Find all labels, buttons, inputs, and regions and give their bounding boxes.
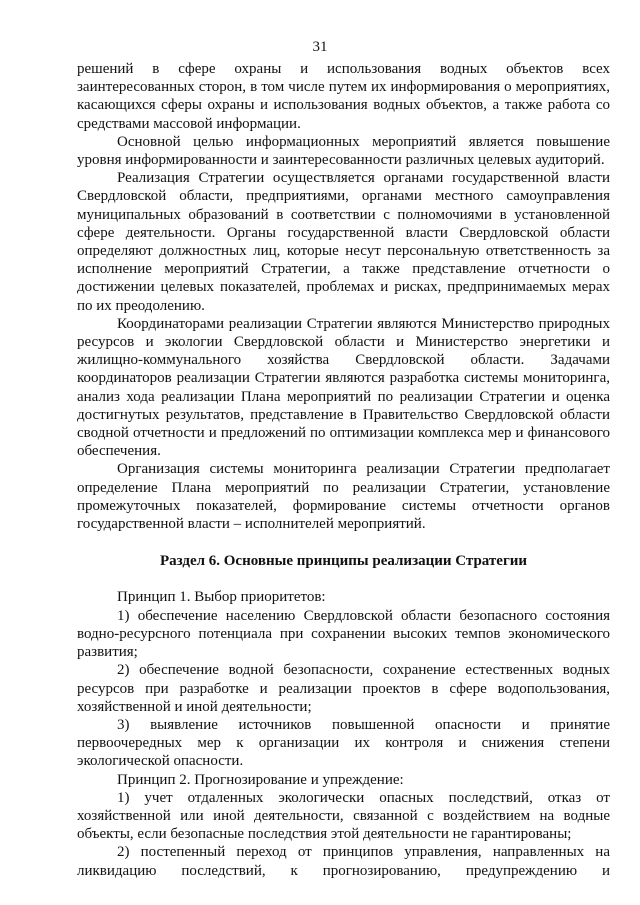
- principle-2-item-1: 1) учет отдаленных экологически опасных последствий, отказ от хозяйственной или иной деятельности, связанной с воздействием на водные объекты, если безопасные последствия этой деятельности не гарантированы;: [77, 789, 610, 843]
- paragraph-coordinators: Координаторами реализации Стратегии являются Министерство природных ресурсов и экологии Свердловской области и Министерство энергетики и жилищно-коммунального хозяйства Свердловской области. Задачами координаторов реализации Стратегии являются разработка системы мониторинга, анализ хода реализации Плана мероприятий по реализации Стратегии и оценка достигнутых результатов, представление в Правительство Свердловской области сводной отчетности и предложений по оптимизации комплекса мер и финансового обеспечения.: [77, 315, 610, 460]
- principle-1-item-2: 2) обеспечение водной безопасности, сохранение естественных водных ресурсов при разработке и реализации проектов в сфере водопользования, хозяйственной и иной деятельности;: [77, 662, 610, 715]
- principle-2-item-2: 2) постепенный переход от принципов управления, направленных на ликвидацию последствий, к прогнозированию, предупреждению и: [77, 844, 610, 879]
- paragraph-continuation: решений в сфере охраны и использования водных объектов всех заинтересованных сторон, в том числе путем их информирования о мероприятиях, касающихся сферы охраны и использования водных объектов, а также работа со средствами массовой информации.: [77, 61, 610, 132]
- paragraph-monitoring: Организация системы мониторинга реализации Стратегии предполагает определение Плана мероприятий по реализации Стратегии, установление промежуточных показателей, формирование системы отчетности органов государственной власти – исполнителей мероприятий.: [77, 461, 610, 533]
- document-body: [77, 60, 610, 880]
- section-heading: Раздел 6. Основные принципы реализации Стратегии: [159, 553, 528, 570]
- principle-2-title: Принцип 2. Прогнозирование и упреждение:: [117, 771, 404, 788]
- paragraph-implementation: Реализация Стратегии осуществляется органами государственной власти Свердловской области, предприятиями, органами местного самоуправления муниципальных образований в соответствии с полномочиями в установленной сфере деятельности. Органы государственной власти Свердловской области определяют должностных лиц, которые несут персональную ответственность за исполнение мероприятий Стратегии, а также представление отчетности о достижении целевых показателей, проблемах и рисках, предпринимаемых мерах по их преодолению.: [77, 170, 610, 314]
- principle-1-item-3: 3) выявление источников повышенной опасности и принятие первоочередных мер к организации их контроля и снижения степени экологической опасности.: [77, 716, 610, 770]
- paragraph-info-goal: Основной целью информационных мероприятий является повышение уровня информированности и заинтересованности различных целевых аудиторий.: [77, 133, 610, 169]
- principle-1-title: Принцип 1. Выбор приоритетов:: [117, 589, 326, 606]
- page-number: 31: [312, 39, 328, 55]
- principle-1-item-1: 1) обеспечение населению Свердловской области безопасного состояния водно-ресурсного потенциала при сохранении высоких темпов экономического развития;: [77, 607, 610, 661]
